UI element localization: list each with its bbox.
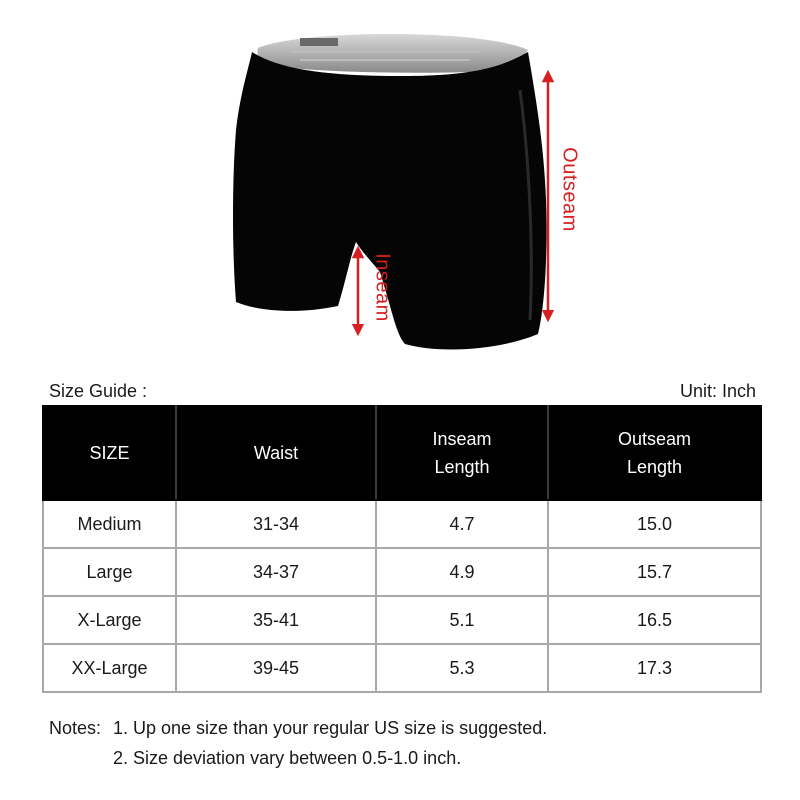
header-outseam [548,406,761,500]
note-line-2 [49,743,547,773]
outseam-label: Outseam [558,147,581,232]
cell-size: XX-Large [43,644,176,692]
header-inseam-line-2: Length [434,457,490,477]
shorts-illustration [0,0,800,370]
waistband-tag [300,38,338,46]
header-size-line: SIZE [89,443,130,463]
size-table-header [43,406,761,500]
cell-size: Medium [43,500,176,548]
notes [49,713,547,773]
note-line-1 [49,713,547,743]
note-item: 1. Up one size than your regular US size is suggested. [113,718,548,738]
cell-waist: 35-41 [176,596,376,644]
waistband-inner [258,34,529,73]
cell-inseam: 5.1 [376,596,548,644]
table-row [43,644,761,692]
cell-waist: 34-37 [176,548,376,596]
cell-inseam: 4.9 [376,548,548,596]
header-inseam-line-1: Inseam [432,429,492,449]
unit-label: Unit: Inch [679,381,756,401]
size-guide-title: Size Guide : [49,381,148,401]
cell-size: X-Large [43,596,176,644]
header-size [43,406,176,500]
header-outseam-line-2: Length [626,457,683,477]
cell-inseam: 5.3 [376,644,548,692]
cell-size: Large [43,548,176,596]
notes-indent [49,743,113,773]
header-waist [176,406,376,500]
cell-outseam: 16.5 [548,596,761,644]
size-table-body [43,500,761,692]
size-table [42,405,762,693]
cell-inseam: 4.7 [376,500,548,548]
cell-outseam: 15.0 [548,500,761,548]
cell-outseam: 15.7 [548,548,761,596]
table-row [43,596,761,644]
header-waist-line: Waist [253,443,299,463]
cell-waist: 39-45 [176,644,376,692]
table-row [43,500,761,548]
notes-prefix: Notes: [49,718,102,738]
cell-waist: 31-34 [176,500,376,548]
header-outseam-line-1: Outseam [617,429,692,449]
header-inseam [376,406,548,500]
cell-outseam: 17.3 [548,644,761,692]
table-row [43,548,761,596]
inseam-label: Inseam [371,253,394,322]
note-item: 2. Size deviation vary between 0.5-1.0 inch. [113,748,462,768]
header-row [43,406,761,500]
